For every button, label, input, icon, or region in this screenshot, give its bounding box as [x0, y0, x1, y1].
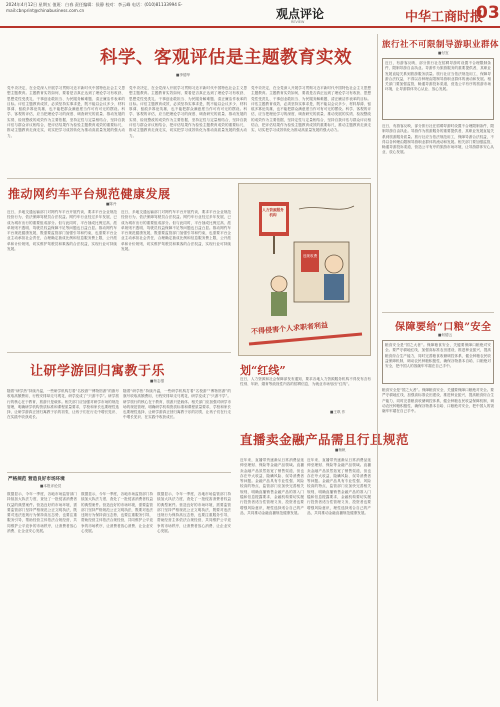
cartoon-sign-subtitle: 违规收费	[302, 254, 318, 258]
newspaper-brand: 中华工商时报	[405, 10, 484, 25]
article-safety-body: 粮食安全是“国之大者”。保障粮食安全，关键要保障口粮绝对安全。要严守耕地红线，加强高标准农田建设，推进种业振兴，提高粮食综合生产能力，同时完善粮食收储调控体系，健全种粮农民收益保障机制，调动农民种粮积极性，确保谷物基本自给、口粮绝对安全，把中国人的饭碗牢牢端在自己手中。	[382, 388, 494, 414]
article-lower-left-body-col2: 数据显示，今年一季度，各地市场监管部门持续加大执法力度，查处了一批侵害消费者权益的典型案件。营造良好的市场环境，需要监管部门坚持严格规范公正文明执法，既要对违法违规行为保持高压态势，也要注重服务引导，帮助经营主体依法合规经营，共同维护公平竞争的市场秩序，让消费者放心消费、让企业安心发展。	[81, 492, 153, 534]
page-header	[0, 0, 500, 28]
article-right-top-body: 近日，有游客反映，部分旅行社在招聘导游时设置不合理限制条件，限制导游自由执业。导游作为旅游服务的重要提供者，其职业发展直接关系到旅游服务质量。旅行社应当依法规范用工，保障导游合法权益，不得以各种理由限制导游职业群体的流动和发展。相关部门要加强监管，畅通导游投诉渠道，营造公平有序的旅游市场环境，让导游群体安心从业、放心发展。	[382, 124, 494, 155]
issue-meta: 2024年4月12日 星期五 值班：白春 责任编辑：侯静 校对：李云峰 电话：(010)81133994 E-mail:cbnprint@chinabusiness.com.cn	[6, 2, 183, 13]
byline-tourism: ■杨志强	[150, 379, 165, 383]
article-main-body-col3: 党中央决定，在全党深入开展学习贯彻习近平新时代中国特色社会主义思想主题教育。主题教育实效如何，要看是否真正达到了理论学习有收获、思想党性受洗礼、干事创业敢担当、为民服务解难题、清正廉洁作表率的目标。评估主题教育成效，必须坚持实事求是，既不能以会议多少、材料厚薄、留痕多寡论英雄，也不能把群众满意度当作可有可无的摆设。科学、客观的评估，应当把理论学习的深度、调查研究的质量、推动发展的实绩、检视整改的成效作为主要依据，坚持定性与定量相结合，坚持自我评估与群众评议相结合，把评估结果作为检验主题教育成效的重要标尺，推动主题教育走深走实，切实把学习成效转化为推动高质量发展的强大动力。	[251, 86, 371, 133]
headline-lower-left: 严格规范 营造良好市场环境	[8, 477, 65, 482]
byline-safety: ■何德云	[438, 333, 453, 337]
article-finance-body-col2: 近年来，直播带货逐渐从日常消费品延伸至理财、保险等金融产品领域。直播卖金融产品虽然拓宽了销售渠道，但也存在夸大收益、隐瞒风险、误导消费者等问题。金融产品具有专业性强、风险较高的特点，监管部门应加快完善相关规则，明确直播销售金融产品的准入门槛和信息披露要求，金融机构要切实履行投资者适当性管理义务，投资者也要增强风险意识，理性选择适合自己的产品，共同推动金融直播规范健康发展。	[307, 458, 371, 515]
article-platform-body-col1: 近日，多地交通运输部门对网约车平台开展约谈，要求平台企业规范经营行为，依法保障驾驶员合法权益。网约车行业经过多年发展，已成为城市出行的重要组成部分。但与此同时，平台抽成比例过高、派单规则不透明、驾驶员权益保障不足等问题也日益凸显。推动网约车平台规范健康发展，既需要监管部门加强引导和约束，也需要平台企业主动承担社会责任，合理确定抽成比例和信息服务费上限，公开派单和计价规则，切实维护驾驶员和乘客的合法权益，实现行业可持续发展。	[7, 210, 117, 252]
article-safety-summary: 粮食安全是“国之大者”。保障粮食安全，关键要保障口粮绝对安全。要严守耕地红线，加强高标准农田建设，推进种业振兴，提高粮食综合生产能力，同时完善粮食收储调控体系，健全种粮农民收益保障机制，调动农民种粮积极性，确保谷物基本自给、口粮绝对安全，把中国人的饭碗牢牢端在自己手中。	[382, 340, 494, 384]
article-tourism-body-col2: 随着“研学热”持续升温，一些研学机构打着“名校游”“博物馆游”的旗号收取高额费用，行程安排却走马观花，研学变成了“只游不学”。研学旅行的核心在于教育，旅游只是载体。相关部门应加强对研学市场的规范管理，明确研学机构资质标准和课程质量要求，学校和家长也要理性选择，让研学游真正回归寓教于乐的初衷，让孩子们在行走中增长见识、在实践中收获成长。	[123, 389, 231, 420]
headline-platform: 推动网约车平台规范健康发展	[8, 187, 171, 201]
article-right-top-summary: 近日，有游客反映，部分旅行社在招聘导游时设置不合理限制条件，限制导游自由执业。导游作为旅游服务的重要提供者，其职业发展直接关系到旅游服务质量。旅行社应当依法规范用工，保障导游合法权益，不得以各种理由限制导游职业群体的流动和发展。相关部门要加强监管，畅通导游投诉渠道，营造公平有序的旅游市场环境，让导游群体安心从业、放心发展。	[382, 58, 494, 120]
article-main-body-col2: 党中央决定，在全党深入开展学习贯彻习近平新时代中国特色社会主义思想主题教育。主题教育实效如何，要看是否真正达到了理论学习有收获、思想党性受洗礼、干事创业敢担当、为民服务解难题、清正廉洁作表率的目标。评估主题教育成效，必须坚持实事求是，既不能以会议多少、材料厚薄、留痕多寡论英雄，也不能把群众满意度当作可有可无的摆设。科学、客观的评估，应当把理论学习的深度、调查研究的质量、推动发展的实绩、检视整改的成效作为主要依据，坚持定性与定量相结合，坚持自我评估与群众评议相结合，把评估结果作为检验主题教育成效的重要标尺，推动主题教育走深走实，切实把学习成效转化为推动高质量发展的强大动力。	[129, 86, 247, 138]
headline-tourism: 让研学游回归寓教于乐	[30, 364, 166, 379]
byline-lower-left: ■本报评论员	[40, 484, 62, 488]
article-tourism-body-col1: 随着“研学热”持续升温，一些研学机构打着“名校游”“博物馆游”的旗号收取高额费用，行程安排却走马观花，研学变成了“只游不学”。研学旅行的核心在于教育，旅游只是载体。相关部门应加强对研学市场的规范管理，明确研学机构资质标准和课程质量要求，学校和家长也要理性选择，让研学游真正回归寓教于乐的初衷，让孩子们在行走中增长见识、在实践中收获成长。	[7, 389, 119, 420]
headline-main: 科学、客观评估是主题教育实效	[100, 48, 352, 68]
cartoon-sign-label: 人力资源服务机构	[262, 208, 284, 217]
article-main-body-col1: 党中央决定，在全党深入开展学习贯彻习近平新时代中国特色社会主义思想主题教育。主题教育实效如何，要看是否真正达到了理论学习有收获、思想党性受洗礼、干事创业敢担当、为民服务解难题、清正廉洁作表率的目标。评估主题教育成效，必须坚持实事求是，既不能以会议多少、材料厚薄、留痕多寡论英雄，也不能把群众满意度当作可有可无的摆设。科学、客观的评估，应当把理论学习的深度、调查研究的质量、推动发展的实绩、检视整改的成效作为主要依据，坚持定性与定量相结合，坚持自我评估与群众评议相结合，把评估结果作为检验主题教育成效的重要标尺，推动主题教育走深走实，切实把学习成效转化为推动高质量发展的强大动力。	[7, 86, 125, 138]
section-subtitle: REVIEW	[291, 20, 305, 24]
article-lower-left-body-col1: 数据显示，今年一季度，各地市场监管部门持续加大执法力度，查处了一批侵害消费者权益的典型案件。营造良好的市场环境，需要监管部门坚持严格规范公正文明执法，既要对违法违规行为保持高压态势，也要注重服务引导，帮助经营主体依法合规经营，共同维护公平竞争的市场秩序，让消费者放心消费、让企业安心发展。	[7, 492, 77, 534]
byline-right-top: ■付宜	[438, 51, 449, 55]
byline-main: ■李德华	[176, 73, 191, 77]
article-lower-left-body-col3: 数据显示，今年一季度，各地市场监管部门持续加大执法力度，查处了一批侵害消费者权益的典型案件。营造良好的市场环境，需要监管部门坚持严格规范公正文明执法，既要对违法违规行为保持高压态势，也要注重服务引导，帮助经营主体依法合规经营，共同维护公平竞争的市场秩序，让消费者放心消费、让企业安心发展。	[157, 492, 231, 534]
cartoon-caption-title: 划“红线”	[240, 364, 286, 377]
headline-finance: 直播卖金融产品需且行且规范	[240, 432, 410, 447]
byline-finance: ■杨帆	[335, 448, 346, 452]
article-finance-body-col1: 近年来，直播带货逐渐从日常消费品延伸至理财、保险等金融产品领域。直播卖金融产品虽然拓宽了销售渠道，但也存在夸大收益、隐瞒风险、误导消费者等问题。金融产品具有专业性强、风险较高的特点，监管部门应加快完善相关规则，明确直播销售金融产品的准入门槛和信息披露要求，金融机构要切实履行投资者适当性管理义务，投资者也要增强风险意识，理性选择适合自己的产品，共同推动金融直播规范健康发展。	[240, 458, 304, 515]
headline-right-top: 旅行社不可限制导游职业群体	[382, 40, 500, 50]
column-divider	[377, 34, 378, 701]
divider	[7, 472, 231, 473]
cartoon-caption-text: 近日，人力资源和社会保障部发布通知，要求各地人力资源服务机构不得发布含有性别、年龄、婚育等歧视性内容的招聘信息，为就业市场划出“红线”。	[240, 377, 371, 387]
divider	[382, 312, 494, 313]
headline-safety: 保障要给“口粮”安全	[395, 322, 492, 333]
cartoon-illustration	[238, 183, 371, 356]
divider	[7, 352, 231, 353]
cartoon-banner: 不得侵害个人求职者利益	[250, 321, 329, 336]
byline-platform: ■陈丹	[106, 202, 117, 206]
section-title: 观点评论	[276, 7, 325, 21]
article-platform-body-col2: 近日，多地交通运输部门对网约车平台开展约谈，要求平台企业规范经营行为，依法保障驾驶员合法权益。网约车行业经过多年发展，已成为城市出行的重要组成部分。但与此同时，平台抽成比例过高、派单规则不透明、驾驶员权益保障不足等问题也日益凸显。推动网约车平台规范健康发展，既需要监管部门加强引导和约束，也需要平台企业主动承担社会责任，合理确定抽成比例和信息服务费上限，公开派单和计价规则，切实维护驾驶员和乘客的合法权益，实现行业可持续发展。	[121, 210, 231, 252]
cartoon-credit: ■王琪 作	[330, 410, 346, 414]
divider	[7, 178, 371, 179]
page-number: 03	[476, 3, 500, 23]
